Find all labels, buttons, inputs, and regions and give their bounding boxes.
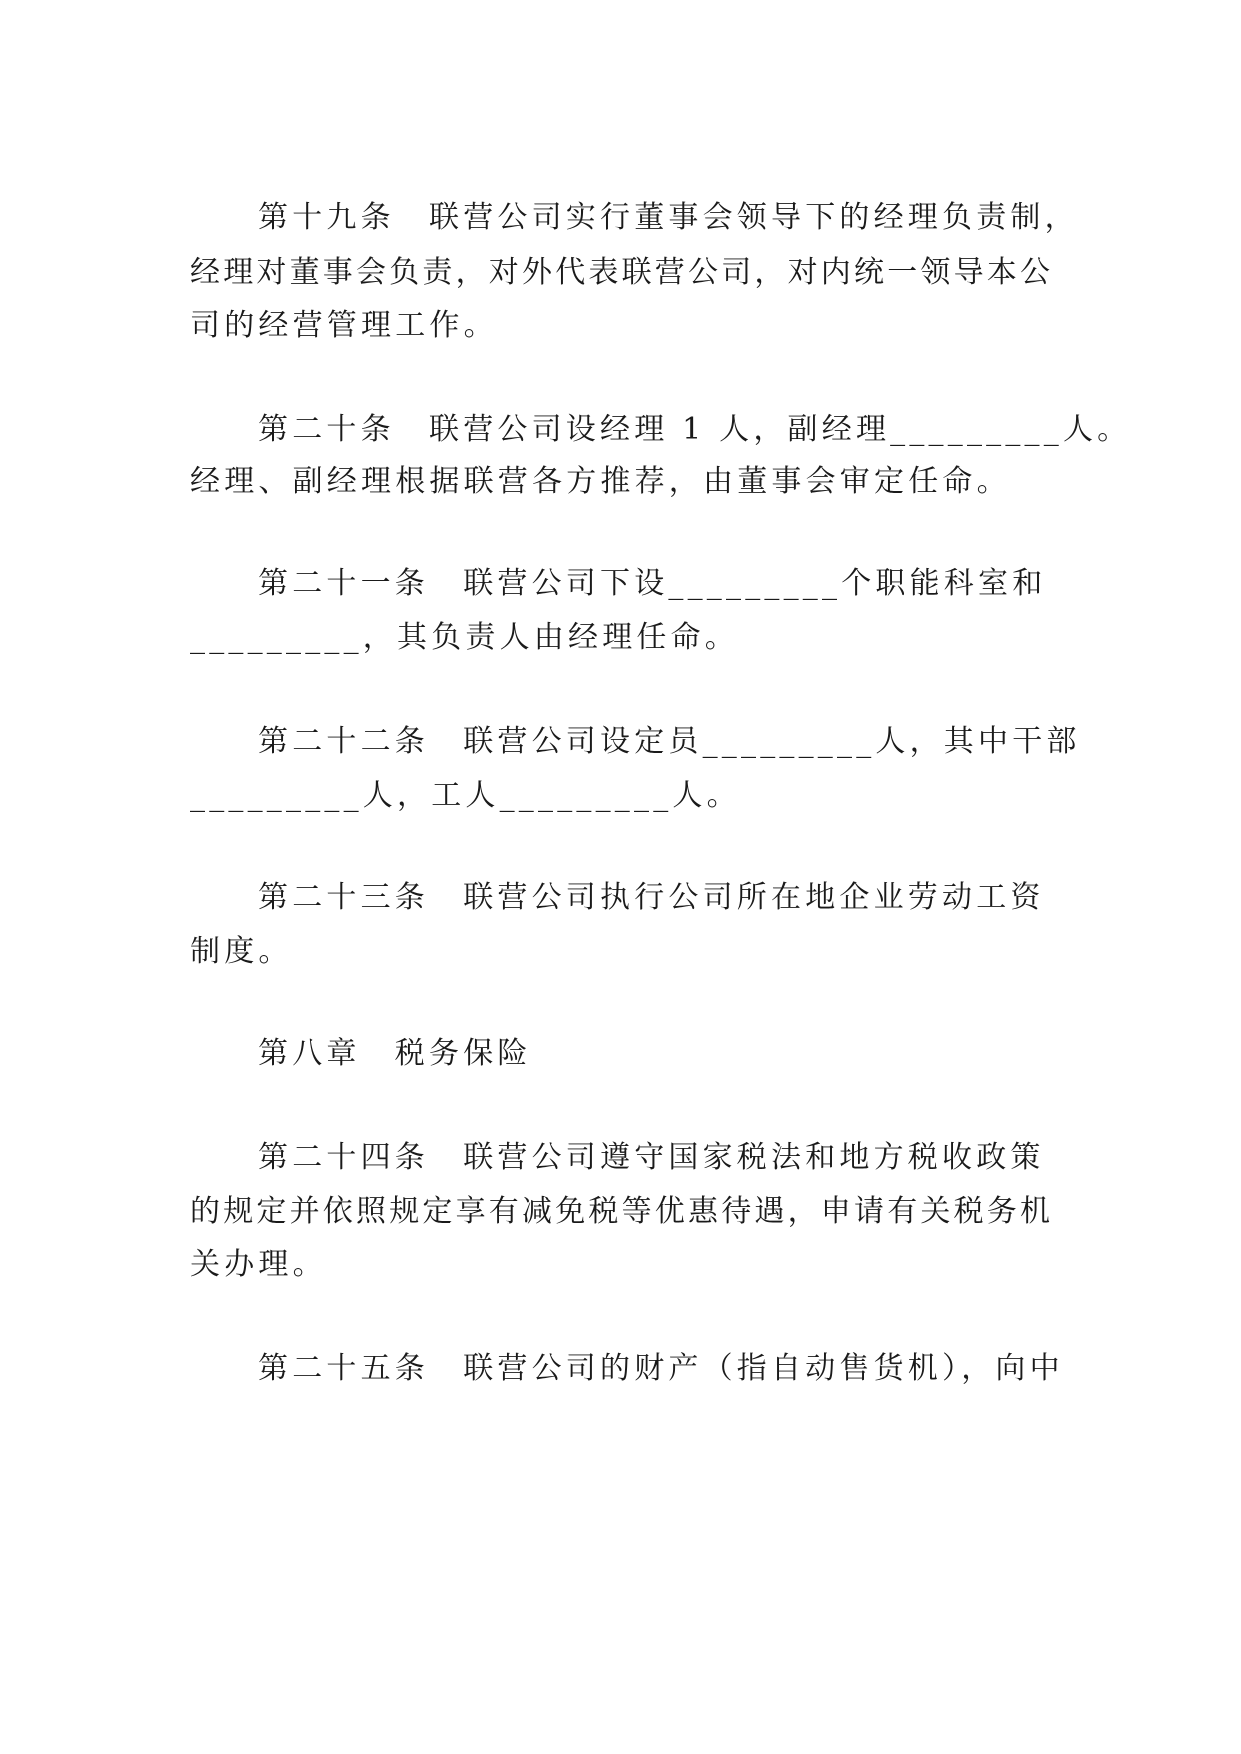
article-19-line-3: 司的经营管理工作。 — [190, 308, 498, 343]
article-24-line-1: 第二十四条 联营公司遵守国家税法和地方税收政策 — [258, 1140, 1045, 1175]
article-20-line-2: 经理、副经理根据联营各方推荐，由董事会审定任命。 — [190, 464, 1011, 499]
article-19-line-1: 第十九条 联营公司实行董事会领导下的经理负责制， — [258, 200, 1079, 235]
article-24-line-3: 关办理。 — [190, 1247, 327, 1282]
article-23-line-2: 制度。 — [190, 934, 293, 969]
article-21-line-2: _________，其负责人由经理任命。 — [190, 620, 739, 655]
article-21-line-1: 第二十一条 联营公司下设_________个职能科室和 — [258, 566, 1047, 601]
article-19-line-2: 经理对董事会负责，对外代表联营公司，对内统一领导本公 — [190, 255, 1050, 290]
article-23-line-1: 第二十三条 联营公司执行公司所在地企业劳动工资 — [258, 880, 1045, 915]
article-22-line-1: 第二十二条 联营公司设定员_________人，其中干部 — [258, 724, 1081, 759]
article-25-line-1: 第二十五条 联营公司的财产（指自动售货机），向中 — [258, 1351, 1064, 1386]
article-22-line-2: _________人，工人_________人。 — [190, 778, 741, 813]
article-24-line-2: 的规定并依照规定享有减免税等优惠待遇，申请有关税务机 — [190, 1194, 1050, 1229]
article-20-line-1: 第二十条 联营公司设经理 1 人，副经理_________人。 — [258, 412, 1132, 447]
chapter-8-heading: 第八章 税务保险 — [258, 1036, 532, 1071]
